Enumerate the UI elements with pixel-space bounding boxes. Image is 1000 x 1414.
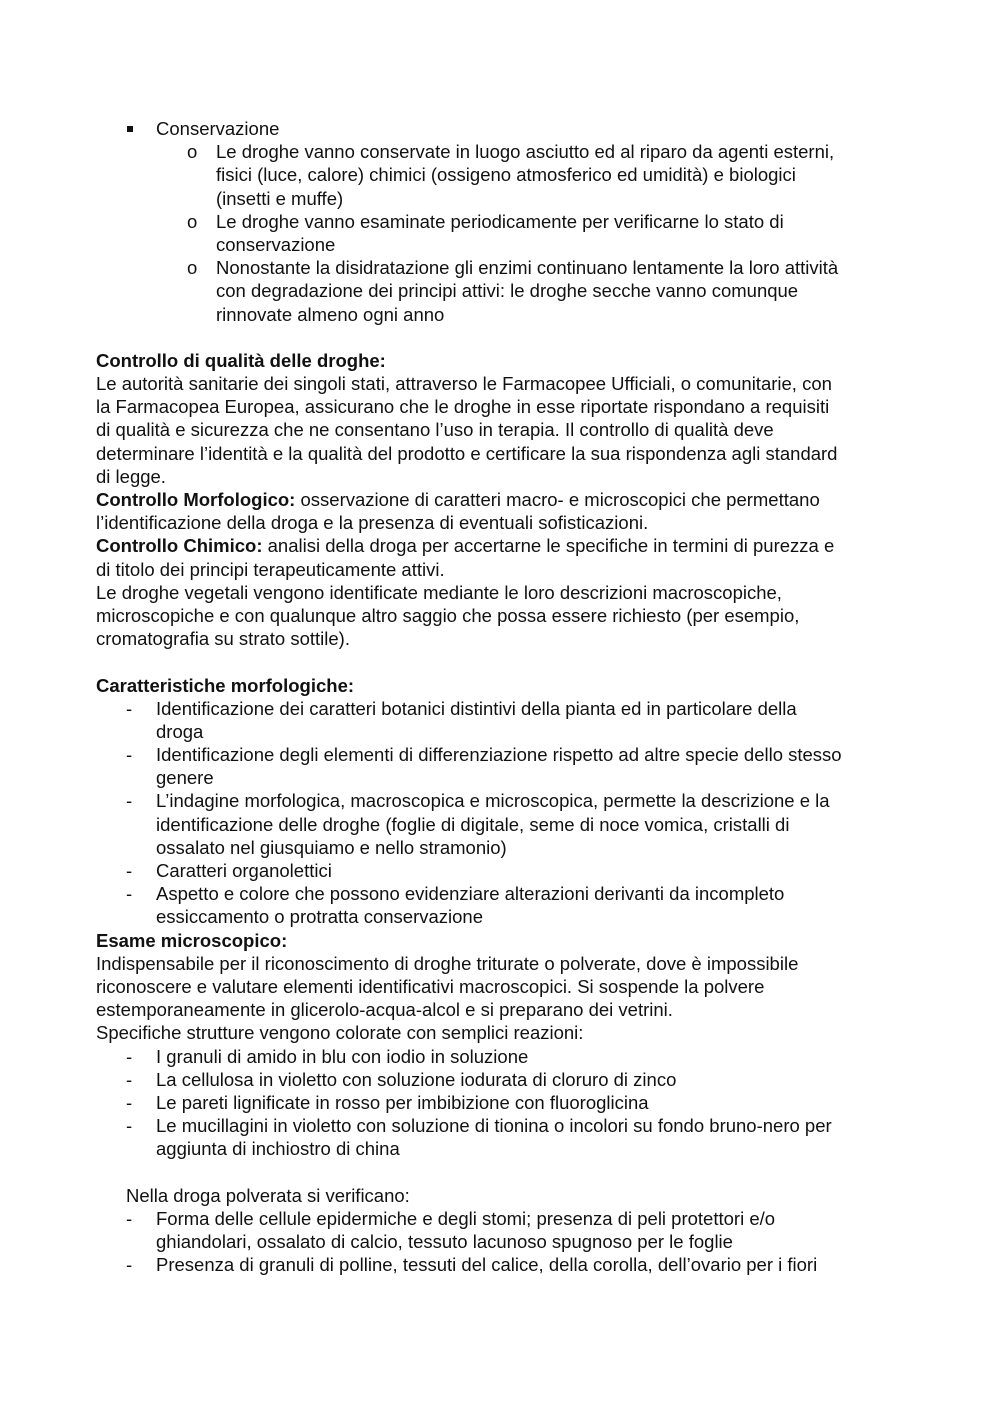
polverata-intro: Nella droga polverata si verificano:	[126, 1184, 410, 1206]
list-item-line: Caratteri organolettici	[156, 860, 332, 881]
list-item-line: Forma delle cellule epidermiche e degli stomi; presenza di peli protettori e/o	[156, 1207, 776, 1229]
list-item	[96, 743, 910, 789]
list-item	[96, 1091, 910, 1114]
list-item	[96, 882, 910, 928]
dash-bullet-icon: -	[126, 883, 133, 905]
list-item-line: aggiunta di inchiostro di china	[156, 1138, 400, 1160]
dash-bullet-icon: -	[126, 790, 133, 812]
paragraph-line: Le autorità sanitarie dei singoli stati, attraverso le Farmacopee Ufficiali, o comunitarie, con	[96, 373, 832, 395]
paragraph-line: estemporaneamente in glicerolo-acqua-alcol e si preparano dei vetrini.	[96, 999, 673, 1021]
list-item-line: Identificazione degli elementi di differenziazione rispetto ad altre specie dello stesso	[156, 744, 842, 766]
sub-item-line: (insetti e muffe)	[216, 187, 344, 209]
square-bullet-icon	[127, 126, 133, 132]
paragraph-line: Le droghe vegetali vengono identificate mediante le loro descrizioni macroscopiche,	[96, 581, 782, 603]
dash-bullet-icon: -	[126, 697, 133, 719]
list-item-line: La cellulosa in violetto con soluzione iodurata di cloruro di zinco	[156, 1068, 677, 1090]
list-item-line: Le pareti lignificate in rosso per imbibizione con fluoroglicina	[156, 1091, 649, 1113]
text-morfologico: osservazione di caratteri macro- e microscopici che permettano	[295, 489, 820, 510]
list-item	[96, 1207, 910, 1253]
dash-bullet-icon: -	[126, 1091, 133, 1113]
dash-bullet-icon: -	[126, 1045, 133, 1067]
paragraph-line: cromatografia su strato sottile).	[96, 628, 350, 650]
paragraph-line: Specifiche strutture vengono colorate con semplici reazioni:	[96, 1022, 584, 1044]
paragraph-line: di legge.	[96, 465, 166, 487]
list-item	[96, 1114, 910, 1160]
sub-item-line: fisici (luce, calore) chimici (ossigeno atmosferico ed umidità) e biologici	[216, 164, 796, 186]
controllo-morfologico-line	[96, 488, 910, 511]
paragraph-line: di titolo dei principi terapeuticamente attivi.	[96, 558, 445, 580]
paragraph-line: la Farmacopea Europea, assicurano che le droghe in esse riportate rispondano a requisiti	[96, 396, 830, 418]
paragraph-line: di qualità e sicurezza che ne consentano l’uso in terapia. Il controllo di qualità deve	[96, 419, 774, 441]
dash-bullet-icon: -	[126, 1254, 133, 1276]
sub-item-line: conservazione	[216, 233, 336, 255]
list-item-line: ossalato nel giusquiamo e nello stramonio)	[156, 836, 507, 858]
list-item-line: identificazione delle droghe (foglie di digitale, seme di noce vomica, cristalli di	[156, 813, 790, 835]
heading-controllo-qualita: Controllo di qualità delle droghe:	[96, 349, 386, 371]
sub-item-line: Le droghe vanno esaminate periodicamente per verificarne lo stato di	[216, 210, 784, 232]
sub-item	[96, 140, 910, 210]
sub-item-line: Le droghe vanno conservate in luogo asciutto ed al riparo da agenti esterni,	[216, 141, 835, 163]
list-item-line: ghiandolari, ossalato di calcio, tessuto lacunoso spugnoso per le foglie	[156, 1231, 733, 1252]
list-item-line: genere	[156, 767, 214, 789]
dash-bullet-icon: -	[126, 1068, 133, 1090]
list-item-line: L’indagine morfologica, macroscopica e microscopica, permette la descrizione e la	[156, 790, 830, 812]
list-item-line: I granuli di amido in blu con iodio in soluzione	[156, 1045, 529, 1067]
heading-esame-microscopico: Esame microscopico:	[96, 929, 288, 951]
list-item-line: Identificazione dei caratteri botanici distintivi della pianta ed in particolare della	[156, 697, 797, 719]
conservazione-title: Conservazione	[156, 118, 280, 139]
bullet-conservazione	[96, 117, 910, 140]
circle-bullet-icon: o	[187, 141, 198, 163]
sub-item	[96, 256, 910, 326]
label-morfologico: Controllo Morfologico:	[96, 489, 296, 510]
paragraph-line: microscopiche e con qualunque altro saggio che possa essere richiesto (per esempio,	[96, 604, 800, 626]
dash-bullet-icon: -	[126, 860, 133, 881]
list-item-line: droga	[156, 720, 204, 742]
sub-item-line: rinnovate almeno ogni anno	[216, 303, 445, 325]
list-item	[96, 859, 910, 882]
sub-item-line: Nonostante la disidratazione gli enzimi continuano lentamente la loro attività	[216, 257, 839, 279]
paragraph-line: l’identificazione della droga e la presenza di eventuali sofisticazioni.	[96, 512, 649, 534]
list-item-line: essiccamento o protratta conservazione	[156, 906, 484, 928]
list-item-line: Le mucillagini in violetto con soluzione di tionina o incolori su fondo bruno-nero per	[156, 1115, 832, 1137]
sub-item	[96, 210, 910, 256]
dash-bullet-icon: -	[126, 1115, 133, 1137]
text-chimico: analisi della droga per accertarne le specifiche in termini di purezza e	[262, 535, 835, 557]
circle-bullet-icon: o	[187, 210, 198, 232]
paragraph-line: Indispensabile per il riconoscimento di droghe triturate o polverate, dove è impossibile	[96, 952, 799, 974]
controllo-chimico-line	[96, 534, 910, 557]
dash-bullet-icon: -	[126, 744, 133, 766]
circle-bullet-icon: o	[187, 257, 198, 279]
list-item	[96, 1068, 910, 1091]
dash-bullet-icon: -	[126, 1207, 133, 1229]
paragraph-line: determinare l’identità e la qualità del prodotto e certificare la sua rispondenza agli standard	[96, 442, 838, 464]
list-item	[96, 697, 910, 743]
list-item	[96, 1253, 910, 1276]
sub-item-line: con degradazione dei principi attivi: le droghe secche vanno comunque	[216, 280, 799, 302]
list-item-line: Aspetto e colore che possono evidenziare alterazioni derivanti da incompleto	[156, 883, 785, 905]
heading-caratteristiche: Caratteristiche morfologiche:	[96, 674, 355, 696]
paragraph-line: riconoscere e valutare elementi identificativi macroscopici. Si sospende la polvere	[96, 975, 765, 997]
list-item-line: Presenza di granuli di polline, tessuti del calice, della corolla, dell’ovario per i fiori	[156, 1254, 818, 1276]
label-chimico: Controllo Chimico:	[96, 535, 263, 557]
list-item	[96, 789, 910, 859]
list-item	[96, 1045, 910, 1068]
